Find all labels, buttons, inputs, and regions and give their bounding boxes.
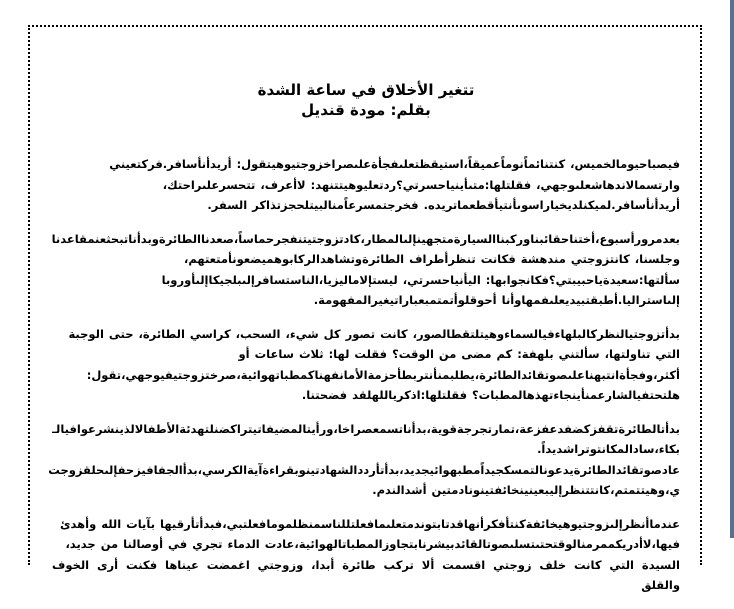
paragraph-line: بعدمرورأسبوع،أختناحقائبناوركبناالسيارةمتجهينإلىالمطار،كادتزوجتيتنفجرحماساً،صعدناالطائرةوبدأناتبحثعنمقاعدنا — [51, 231, 680, 246]
paragraph-line: بكاء،سادالمكانتوتراشديداً. — [537, 442, 680, 456]
paragraph-line: وجلسنا، كانتزوجتي مندهشة فكانت تنظرأطراف الطائرةوتشاهدالركابوهميضعونأمتعتهم، — [183, 252, 680, 266]
paragraph-4 — [48, 419, 680, 501]
paragraph-line: هلتحتفيالشارعمنأينجاءتهذهالمطبات؟ فقلتلها:اذكرياللهلقد فضحتنا. — [301, 388, 680, 402]
paragraph-line: إلىاستراليا.أطبقتبيديعلىفمهاوأنا أحوقلوأتمتمبعباراتيغيرالمفهومة. — [313, 293, 680, 307]
paragraph-line: سألتها:سعيدةياحبيبتي؟فكانجوابها: اليأنياحسرتي، ليستإلاماليزيا،الناستسافرإلىبلجيكاإلىأوروبا — [161, 272, 680, 287]
paragraph-line: وارتسمالاندهاشعلىوجهي، فقلتلها:متىأينياحسرتي؟ردتعليوهيتتنهد: لاأعرف، تتحسرعلىراحتك، — [162, 177, 680, 192]
paragraph-line: أكثر،وفجأةانتبهناعلىصوتقائدالطائرة،يطلبمنأنتربطأحزمةالأمانفهناكمطباتهوائية،صرختزوجتيفيوجهي،تقول: — [86, 367, 680, 382]
paragraph-2 — [52, 229, 680, 311]
paragraph-line: فيها،لاأدريكممرمنالوقتحتىتسلىصوتالقائدبيشرنابتجاوزالمطباتالهوائية،عادت الدماء تجري في أوصالنا من جديد، — [65, 537, 680, 551]
paragraph-1 — [52, 154, 680, 216]
paragraph-line: عندماأنظرإلىزوجتيوهيخائفةكنتأفكرأنهاقدتابتوندمتعلىمافعلتللناسمنظلمومافعلتبي،فبدأتأرقيها بآيات الله وأهدئ — [60, 516, 680, 531]
document-byline: بقلم: مودة قنديل — [301, 101, 431, 119]
paragraph-line: ي،وهيتتمتم،كانتتنظرإليبعينينخائفتينونادمتين أشدالندم. — [372, 483, 680, 497]
paragraph-line: أريدأنأسافر.لميكنلديخياراسوىأنتيأقطعماتريده. فخرجتمسرعاًمنالبيتلحجزتذاكر السفر. — [207, 198, 680, 212]
paragraph-line: السيدة التي كانت خلف زوجتي اقسمت ألا تركب طائرة أبدا، وزوجتي اغمضت عيناها فكنت أرى الخوف والقلق — [52, 557, 680, 592]
paragraph-line: بدأتالطائرةتقفزكضفدعفزعة،تمارتجرجةقوية،بدأناتسمعصراخا،ورأيتالمضيفاتيتراكضنلتهدئةالأطفالالذينشرعوافيالـ — [52, 421, 680, 436]
paragraph-line: فيصباحيومالخميس، كنتنائماًنوماًعميقاً،استيقظتعلىفجأةعلىصراخزوجتيوهيتقول: أريدأنأسافر.فركتعيني — [109, 157, 680, 171]
paragraph-3 — [52, 324, 680, 406]
document-body — [48, 80, 680, 609]
document-title: تتغير الأخلاق في ساعة الشدة — [257, 81, 475, 99]
paragraph-5 — [52, 514, 680, 596]
paragraph-line: بدأتزوجتيالنظركالبلهاءفيالسماءوهيتلتقطالصور، كانت تصور كل شيء، السحب، كراسي الطائرة، حتى الوجبة — [68, 326, 680, 341]
paragraph-line: التي تناولتها، سألتني بلهفة: كم مضى من الوقت؟ فقلت لها: ثلاث ساعات أو — [238, 347, 680, 361]
window-edge-scrollbar[interactable] — [730, 0, 734, 538]
paragraph-line: عادصوتقائدالطائرةيدعونالتمسكجيداًمطبهوائيجديد،بدأتأرددالشهادتينوبقراءةآيةالكرسي،بدأالجفافيزحفإلىحلقزوجت — [48, 462, 680, 477]
